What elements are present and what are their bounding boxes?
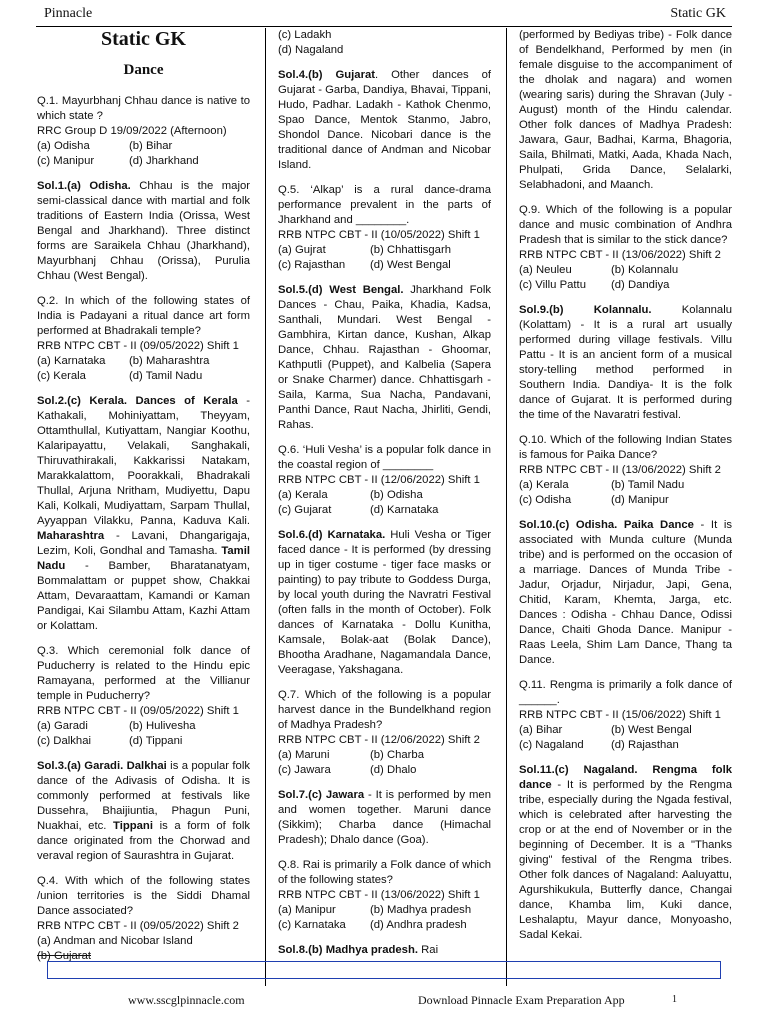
question-3: Q.3. Which ceremonial folk dance of Puducherry is related to the Hindu epic Ramayana, performed at the Villianur temple in Puducherry? xyxy=(37,645,250,702)
footer-website: www.sscglpinnacle.com xyxy=(128,993,245,1007)
solution-text: Rai xyxy=(417,944,439,956)
solution-head: Sol.2.(c) Kerala. Dances of Kerala xyxy=(37,395,238,407)
column-1 xyxy=(37,28,250,964)
option: (a) Odisha xyxy=(37,140,90,152)
question-source: RRB NTPC CBT - II (09/05/2022) Shift 2 xyxy=(37,920,239,932)
option: (c) Ladakh xyxy=(278,29,332,41)
options xyxy=(519,263,732,293)
option: (a) Manipur xyxy=(278,904,336,916)
question-source: RRB NTPC CBT - II (15/06/2022) Shift 1 xyxy=(519,709,721,721)
question-source: RRB NTPC CBT - II (09/05/2022) Shift 1 xyxy=(37,340,239,352)
option: (a) Neuleu xyxy=(519,264,572,276)
solution-text: - Lavani, Dhangarigaja, Lezim, Koli, Gondhal and Tamasha. xyxy=(37,530,250,557)
options xyxy=(278,243,491,273)
solution-head: Sol.5.(d) West Bengal. xyxy=(278,284,404,296)
solution-text: is a popular folk dance of the Adivasis of Odisha. It is commonly performed at festivals like Dussehra, Bhaijiuntia, Phagun Puni, Nuakhai, etc. xyxy=(37,760,251,832)
option: (a) Andman and Nicobar Island xyxy=(37,935,193,947)
option: (d) Jharkhand xyxy=(129,155,199,167)
solution-text: - Bamber, Bharatanatyam, Bommalattam or puppet show, Chakkai Attam, Devaraattam, Kamandi or Kaman Pandigai, Kai Silambu Attam, Kazhi Attam or Kolattam. xyxy=(37,560,250,632)
option: (a) Garadi xyxy=(37,720,88,732)
option: (c) Manipur xyxy=(37,155,95,167)
question-source: RRC Group D 19/09/2022 (Afternoon) xyxy=(37,125,227,137)
option: (d) West Bengal xyxy=(370,259,451,271)
solution-head: Sol.6.(d) Karnataka. xyxy=(278,529,386,541)
solution-1 xyxy=(37,179,250,284)
solution-head: Sol.8.(b) Madhya pradesh. xyxy=(278,944,418,956)
option: (c) Dalkhai xyxy=(37,735,91,747)
option: (a) Karnataka xyxy=(37,355,106,367)
header-divider xyxy=(36,26,732,27)
solution-text: - It is performed by the Rengma tribe, especially during the Ngada festival, which is celebrated after harvesting the crop or at the end of November or in the beginning of December. It is a "Thanks giving" festival of the Rengma tribes. Other folk dances of Nagaland: Aaluyattu, Agurshikukula, Butterfly dance, Changai dance, Khamba lim, Kuki dance, Leshalaptu, Mayur dance, Monyoasho, Sadal Kekai. xyxy=(519,779,732,941)
options xyxy=(519,478,732,508)
solution-text: - It is associated with Munda culture (Munda tribe) and is performed on the occasion of a marriage. Dances of Munda Tribe - Jadur, Orjadur, Nirjadur, Japi, Gena, Chitid, Karam, Khemta, Jarga, etc. Dances : Odisha - Chhau Dance, Odissi Dance, Chaiti Ghoda Dance. Manipur - Raas Leela, Shim Lam Dance, Thang ta Dance. xyxy=(519,519,732,666)
solution-text: is a form of folk dance originated from the Chorwad and veraval region of Saurashtra in Gujarat. xyxy=(37,820,250,862)
options xyxy=(37,354,250,384)
column-3 xyxy=(519,28,732,943)
option: (d) Nagaland xyxy=(278,44,344,56)
solution-6 xyxy=(278,528,491,678)
solution-text: - It is performed by men and women together. Maruni dance (Sikkim); Charba dance (Himachal Pradesh); Dhalo dance (Goa). xyxy=(278,789,491,846)
solution-head: Sol.4.(b) Gujarat xyxy=(278,69,376,81)
question-source: RRB NTPC CBT - II (12/06/2022) Shift 2 xyxy=(278,734,480,746)
solution-8-continued: (performed by Bediyas tribe) - Folk dance of Bendelkhand, Performed by men (in female disguise to the accompaniment of the dholak and nagara) and women (wearing saris) during the Shravan (July -August) month of the Hindu calendar. Other folk dances of Madhya Pradesh: Jawara, Gaur, Badhai, Karma, Bhagoria, Saila, Bhilmati, Matki, Aada, Khada Nach, Phulpati, Grida Dance, Selalarki, Selabhadoni, and Maanch. xyxy=(519,29,732,191)
solution-text: . Other dances of Gujarat - Garba, Dandiya, Bhavai, Tippani, Hudo, Padhar. Ladakh - Kathok Chenmo, Spao Dance, Mentok Stanmo, Jabro, Shondol Dance. Nicobari dance is the traditional dance of Andman and Nicobar Island. xyxy=(278,69,491,171)
solution-head: Sol.3.(a) Garadi. xyxy=(37,760,124,772)
question-1: Q.1. Mayurbhanj Chhau dance is native to which state ? xyxy=(37,95,250,122)
solution-head: Sol.11.(c) Nagaland. Rengma folk dance xyxy=(519,764,732,791)
highlight-box xyxy=(47,961,721,979)
option: (c) Odisha xyxy=(519,494,572,506)
solution-text: - Kathakali, Mohiniyattam, Theyyam, Ottamthullal, Kutiyattam, Nangiar Koothu, Kalaripayattu, Velakali, Sanghakali, Thiruvathirakali, Kakkarissi Natakam, Marakkalattom, Poorakkali, Bhadrakali Thullal, Arjuna Nritham, Mudiyettu, Dapu Kali, Kolkali, Mudiyattam, Sarpam Thullal, Ayyappan Vilakku, Panna, Kaduva Kali. xyxy=(37,395,251,527)
option: (d) Rajasthan xyxy=(611,739,679,751)
solution-8 xyxy=(278,943,491,958)
option: (b) Chhattisgarh xyxy=(370,244,451,256)
option: (a) Bihar xyxy=(519,724,563,736)
solution-4 xyxy=(278,68,491,173)
option: (d) Manipur xyxy=(611,494,669,506)
option: (b) Gujarat xyxy=(37,950,91,962)
solution-text: Kolannalu (Kolattam) - It is a rural art usually performed during village festivals. Villu Pattu - It is an ancient form of a musical story-telling method performed in Southern India. Dandiya- It is the folk dance of Gujarat. It is performed during the time of the Navaratri festival. xyxy=(519,304,732,421)
option: (b) Tamil Nadu xyxy=(611,479,685,491)
column-divider xyxy=(265,28,266,986)
options xyxy=(278,903,491,933)
option: (a) Kerala xyxy=(519,479,569,491)
solution-head: Sol.10.(c) Odisha. Paika Dance xyxy=(519,519,694,531)
option: (d) Andhra pradesh xyxy=(370,919,467,931)
option: (b) Odisha xyxy=(370,489,423,501)
page-number: 1 xyxy=(672,994,677,1005)
solution-11 xyxy=(519,763,732,943)
solution-keyword: Dalkhai xyxy=(123,760,167,772)
solution-text: Jharkhand Folk Dances - Chau, Paika, Khadia, Kadsa, Santhali, Mundari. West Bengal - Gambhira, Kirtan dance, Kushan, Alkap Dance, Chhau. Rajasthan - Ghoomar, Kathputli (Puppet), and Kalbelia (Sapera or Snake Charmer) dance. Chhattisgarh - Saila, Karma, Sua Nacha, Pandavani, Panthi Dance, Raut Nacha, Jhirliti, Gendi, Rahas. xyxy=(278,284,491,431)
footer-app-promo: Download Pinnacle Exam Preparation App xyxy=(418,993,625,1007)
solution-keyword: Tamil Nadu xyxy=(37,545,250,572)
option: (d) Tamil Nadu xyxy=(129,370,203,382)
option: (b) Bihar xyxy=(129,140,173,152)
option: (d) Dhalo xyxy=(370,764,417,776)
question-10: Q.10. Which of the following Indian States is famous for Paika Dance? xyxy=(519,434,732,461)
option: (a) Maruni xyxy=(278,749,330,761)
option: (d) Dandiya xyxy=(611,279,670,291)
page-subtitle: Dance xyxy=(123,62,164,78)
column-divider xyxy=(506,28,507,986)
option: (c) Rajasthan xyxy=(278,259,346,271)
solution-text: Chhau is the major semi-classical dance with martial and folk traditions of Eastern India (Orissa, West Bengal and Jharkhand). Three distinct forms are Saraikela Chhau (Jharkhand), Mayurbhanj Chhau (Orissa), Purulia Chhau (West Bengal). xyxy=(37,180,250,282)
solution-head: Sol.7.(c) Jawara xyxy=(278,789,365,801)
option: (c) Villu Pattu xyxy=(519,279,586,291)
question-source: RRB NTPC CBT - II (13/06/2022) Shift 2 xyxy=(519,464,721,476)
question-4: Q.4. With which of the following states /union territories is the Siddi Dhamal Dance associated? xyxy=(37,875,250,917)
option: (b) Kolannalu xyxy=(611,264,679,276)
solution-head: Sol.1.(a) Odisha. xyxy=(37,180,131,192)
option: (b) Charba xyxy=(370,749,424,761)
solution-text: Huli Vesha or Tiger faced dance - It is performed (by dressing up in tiger costume - tiger face masks or painting) to pay tribute to Goddess Durga, by local youth during the Navratri Festival (often falls in the month of October). Folk dances of Karnataka - Dollu Kunitha, Kamsale, Bolak-aat (Bolak Dance), Bhootha Aradhane, Nagamandala Dance, Veeragase, Yakshagana. xyxy=(278,529,491,676)
solution-keyword: Maharashtra xyxy=(37,530,105,542)
question-9: Q.9. Which of the following is a popular dance and music combination of Andhra Pradesh that is similar to the stick dance? xyxy=(519,204,732,246)
option: (b) Maharashtra xyxy=(129,355,210,367)
solution-head: Sol.9.(b) Kolannalu. xyxy=(519,304,652,316)
options xyxy=(37,719,250,749)
question-11: Q.11. Rengma is primarily a folk dance of ______. xyxy=(519,679,732,706)
question-source: RRB NTPC CBT - II (10/05/2022) Shift 1 xyxy=(278,229,480,241)
option: (c) Kerala xyxy=(37,370,86,382)
options xyxy=(37,139,250,169)
header-brand: Pinnacle xyxy=(44,6,93,21)
solution-7 xyxy=(278,788,491,848)
column-2 xyxy=(278,28,491,958)
option: (c) Karnataka xyxy=(278,919,346,931)
question-source: RRB NTPC CBT - II (09/05/2022) Shift 1 xyxy=(37,705,239,717)
header-section: Static GK xyxy=(670,6,726,21)
solution-5 xyxy=(278,283,491,433)
option: (c) Jawara xyxy=(278,764,331,776)
options xyxy=(278,748,491,778)
options xyxy=(278,488,491,518)
question-6: Q.6. ‘Huli Vesha’ is a popular folk dance in the coastal region of ________ xyxy=(278,444,491,471)
question-5: Q.5. ‘Alkap’ is a rural dance-drama performance prevalent in the parts of Jharkhand and ________. xyxy=(278,184,491,226)
question-7: Q.7. Which of the following is a popular harvest dance in the Bundelkhand region of Madhya Pradesh? xyxy=(278,689,491,731)
option: (b) Hulivesha xyxy=(129,720,196,732)
question-source: RRB NTPC CBT - II (12/06/2022) Shift 1 xyxy=(278,474,480,486)
page-title: Static GK xyxy=(101,28,186,50)
solution-2 xyxy=(37,394,250,634)
question-8: Q.8. Rai is primarily a Folk dance of which of the following states? xyxy=(278,859,491,886)
option: (b) West Bengal xyxy=(611,724,692,736)
question-source: RRB NTPC CBT - II (13/06/2022) Shift 1 xyxy=(278,889,480,901)
option: (d) Karnataka xyxy=(370,504,439,516)
option: (c) Gujarat xyxy=(278,504,332,516)
option: (a) Gujrat xyxy=(278,244,326,256)
question-2: Q.2. In which of the following states of India is Padayani a ritual dance art form performed at Bhadrakali temple? xyxy=(37,295,250,337)
solution-keyword: Tippani xyxy=(113,820,153,832)
option: (b) Madhya pradesh xyxy=(370,904,472,916)
option: (c) Nagaland xyxy=(519,739,584,751)
solution-10 xyxy=(519,518,732,668)
solution-3 xyxy=(37,759,250,864)
options xyxy=(519,723,732,753)
option: (a) Kerala xyxy=(278,489,328,501)
option: (d) Tippani xyxy=(129,735,183,747)
question-source: RRB NTPC CBT - II (13/06/2022) Shift 2 xyxy=(519,249,721,261)
solution-9 xyxy=(519,303,732,423)
